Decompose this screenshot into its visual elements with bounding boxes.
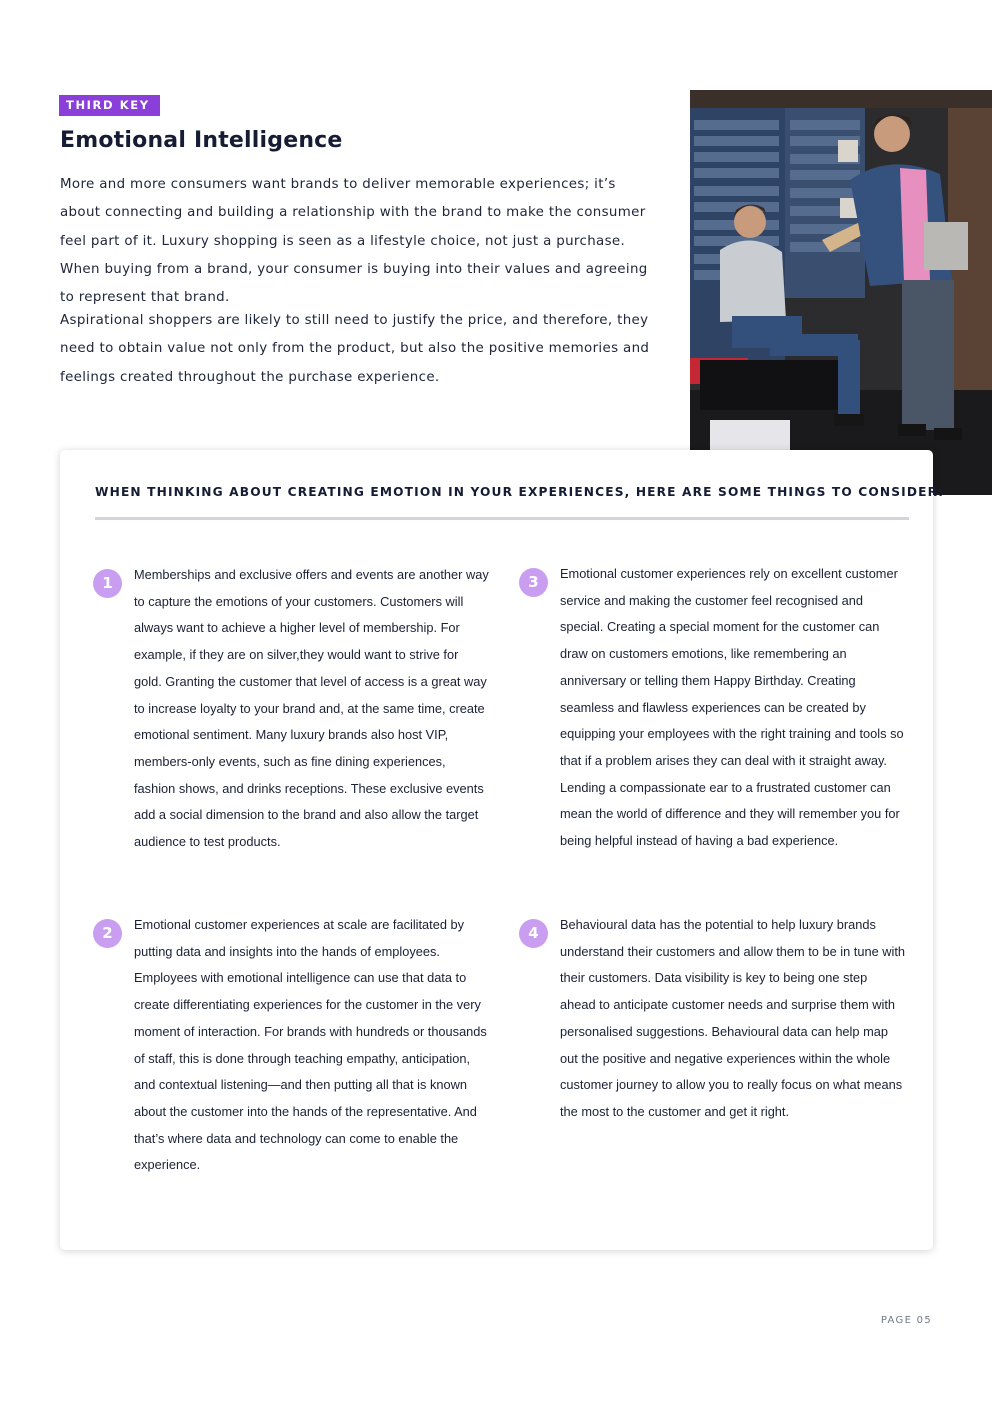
item-text: Emotional customer experiences at scale are facilitated by putting data and insights into the hands of employees. Employees with emotional intelligence can use that data to create differentiating experiences for the customer in the very moment of interaction. For brands with hundreds or thousands of staff, this is done through teaching empathy, anticipation, and contextual listening—and then putting all that is known about the customer into the hands of the representative. And that’s where data and technology can come to enable the experience.	[134, 917, 487, 1173]
store-photo	[690, 90, 992, 495]
item-text: Behavioural data has the potential to help luxury brands understand their customers and allow them to be in tune with their customers. Data visibility is key to being one step ahead to anticipate customer needs and surprise them with personalised suggestions. Behavioural data can help map out the positive and negative experiences within the whole customer journey to allow you to really focus on what means the most to the customer and get it right.	[560, 917, 905, 1119]
divider	[95, 517, 909, 520]
intro-paragraph-1: More and more consumers want brands to deliver memorable experiences; it’s about connecting and building a relationship with the brand to make the consumer feel part of it. Luxury shopping is seen as a lifestyle choice, not just a purchase. When buying from a brand, your consumer is buying into their values and agreeing to represent that brand.	[60, 177, 648, 306]
item-number: 4	[519, 919, 548, 948]
item-number: 1	[93, 569, 122, 598]
intro-paragraph-2: Aspirational shoppers are likely to still need to justify the price, and therefore, they need to obtain value not only from the product, but also the positive memories and feelings created throughout the purchase experience.	[60, 313, 650, 385]
item-number: 2	[93, 919, 122, 948]
card-heading: WHEN THINKING ABOUT CREATING EMOTION IN YOUR EXPERIENCES, HERE ARE SOME THINGS TO CONSIDER:	[95, 485, 945, 499]
section-badge: THIRD KEY	[59, 95, 160, 116]
page-title: Emotional Intelligence	[60, 128, 343, 153]
item-text: Emotional customer experiences rely on excellent customer service and making the customer feel recognised and special. Creating a special moment for the customer can draw on customers emotions, like remembering an anniversary or telling them Happy Birthday. Creating seamless and flawless experiences can be created by equipping your employees with the right training and tools so that if a problem arises they can deal with it straight away. Lending a compassionate ear to a frustrated customer can mean the world of difference and they will remember you for being helpful instead of having a bad experience.	[560, 566, 904, 849]
page-number: PAGE 05	[880, 1315, 932, 1326]
item-number: 3	[519, 568, 548, 597]
considerations-card	[60, 450, 945, 1250]
item-text: Memberships and exclusive offers and events are another way to capture the emotions of your customers. Customers will always want to achieve a higher level of membership. For example, if they are on silver,they would want to strive for gold. Granting the customer that level of access is a great way to increase loyalty to your brand and, at the same time, create emotional sentiment. Many luxury brands also host VIP, members-only events, such as fine dining experiences, fashion shows, and drinks receptions. These exclusive events add a social dimension to the brand and also allow the target audience to test products.	[134, 567, 489, 850]
